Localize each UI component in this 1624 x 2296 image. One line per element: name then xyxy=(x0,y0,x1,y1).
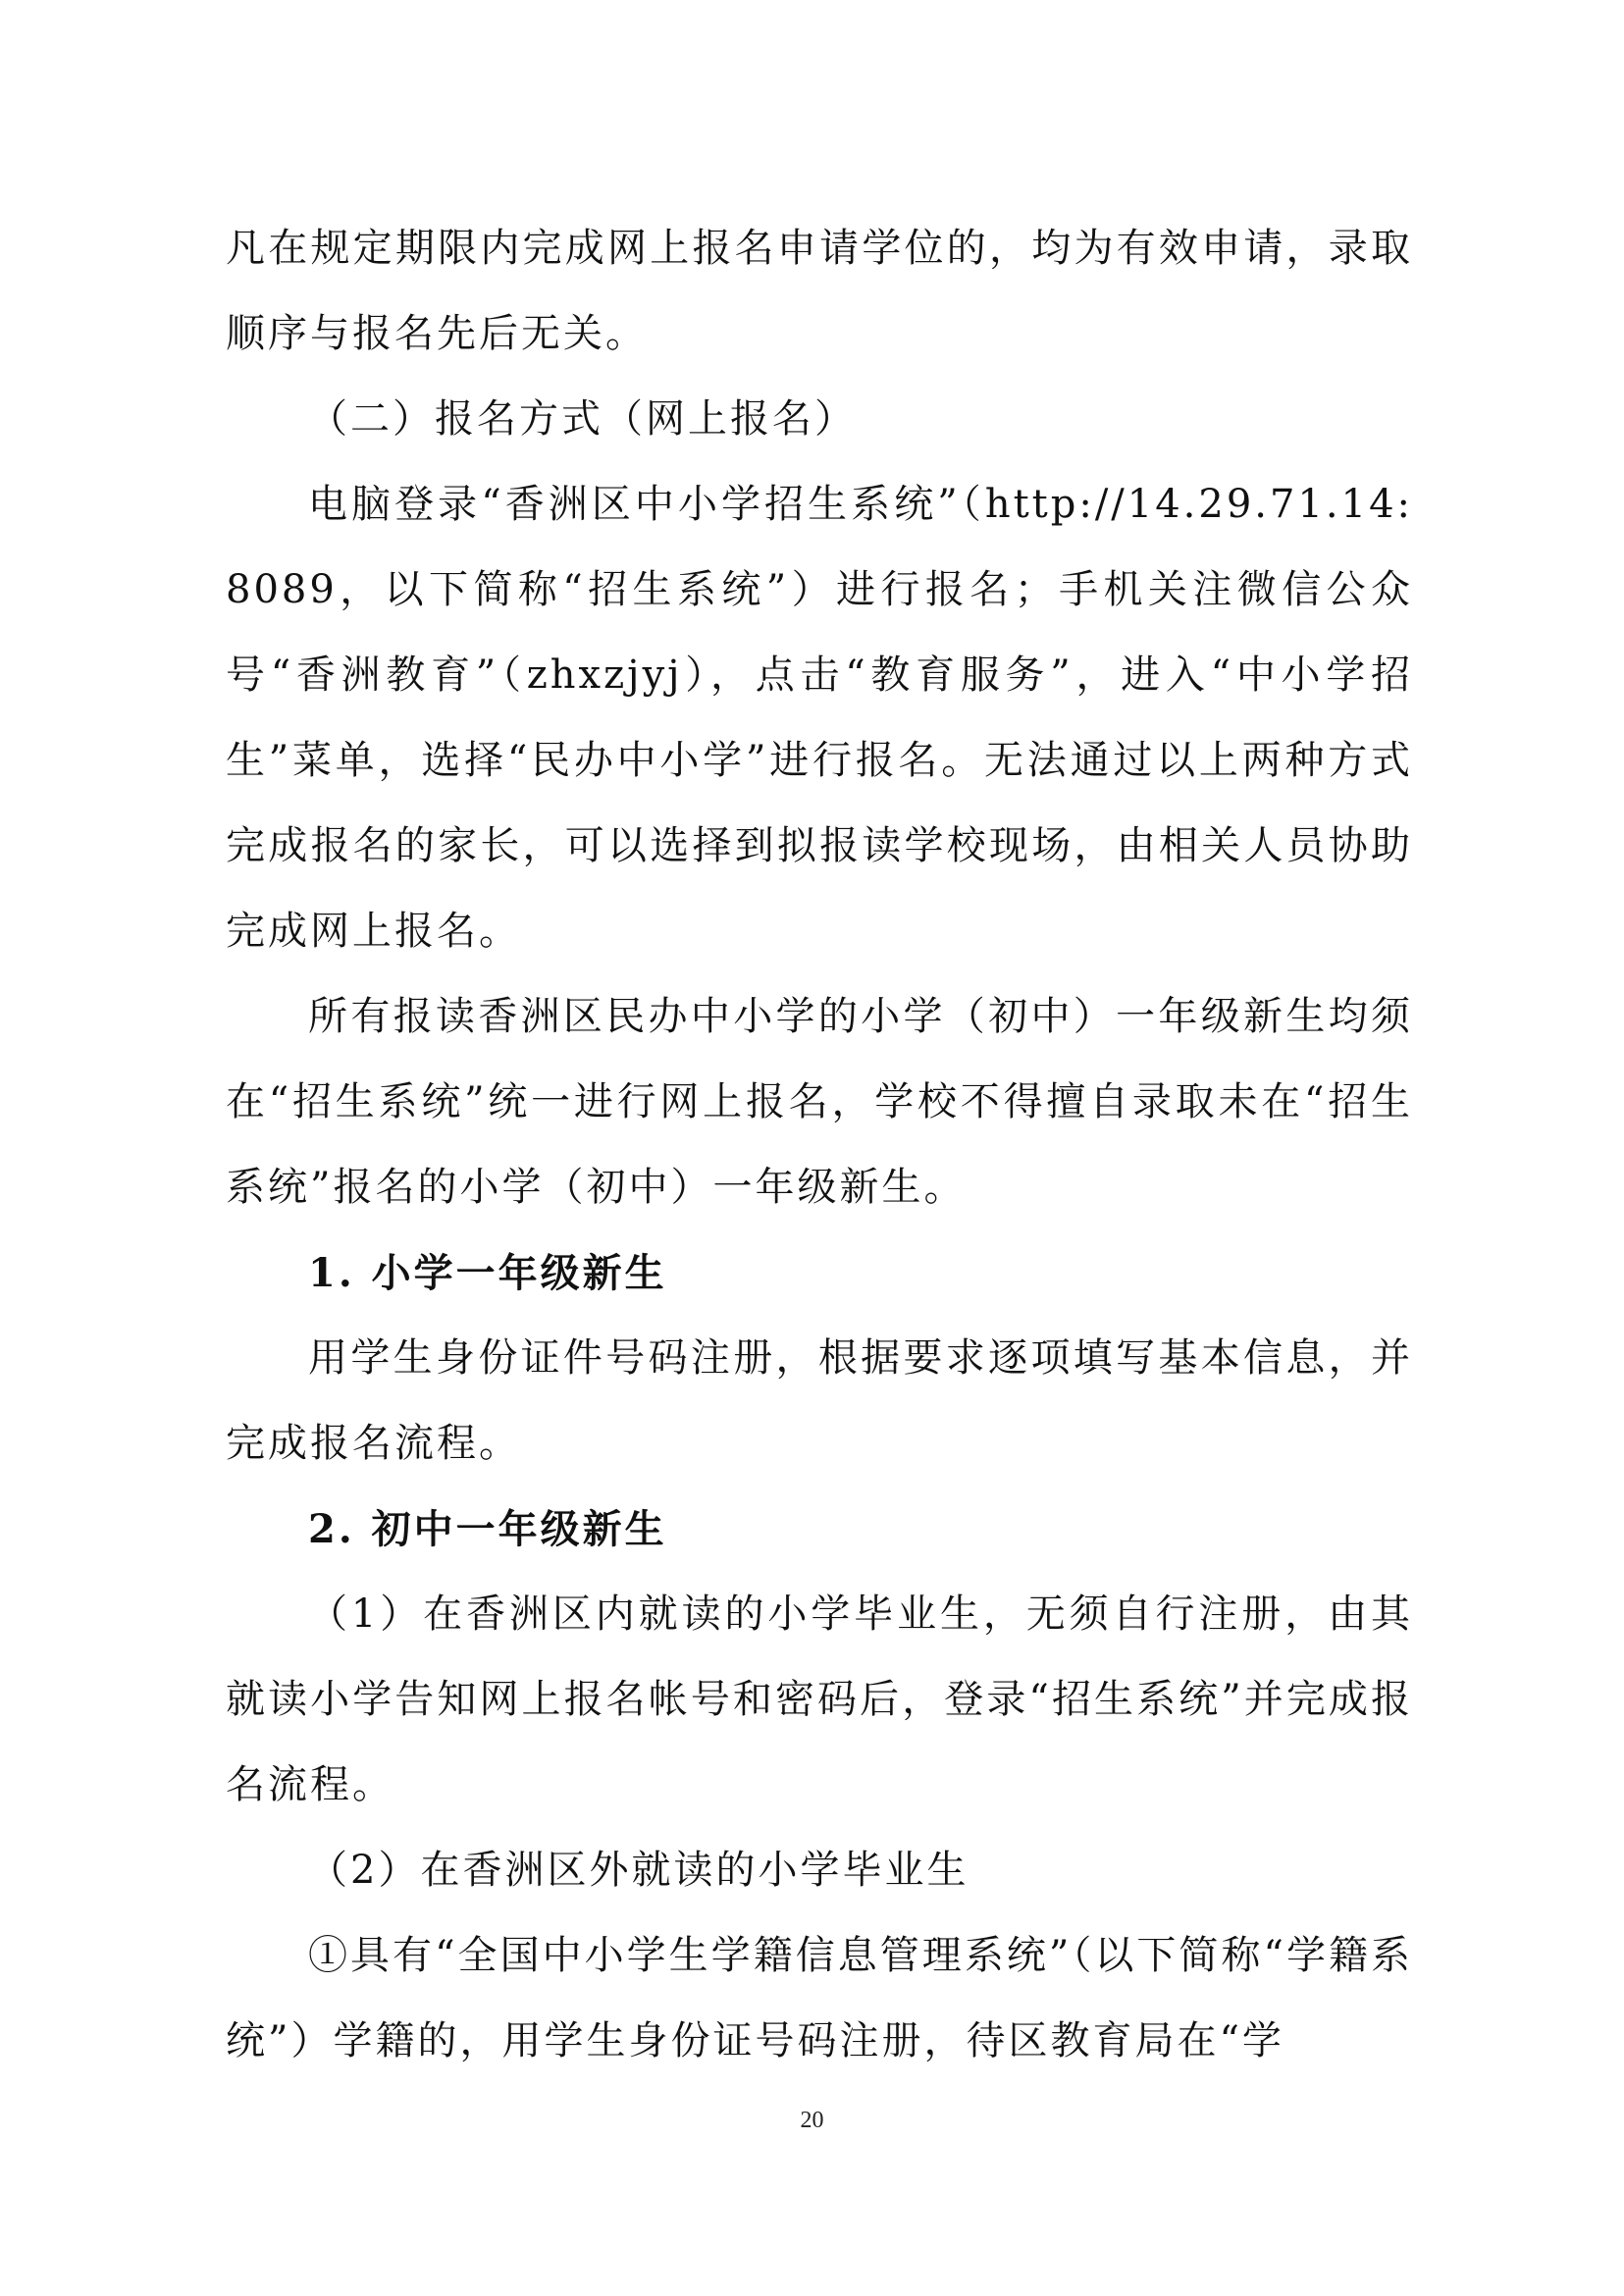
paragraph-in-district-graduates: （1）在香洲区内就读的小学毕业生，无须自行注册，由其就读小学告知网上报名帐号和密码后，登录“招生系统”并完成报名流程。 xyxy=(226,1592,1413,1807)
paragraph-unified-registration: 所有报读香洲区民办中小学的小学（初中）一年级新生均须在“招生系统”统一进行网上报名，学校不得擅自录取未在“招生系统”报名的小学（初中）一年级新生。 xyxy=(226,994,1413,1210)
document-body xyxy=(226,206,1413,2084)
page-number: 20 xyxy=(800,2108,824,2133)
heading-primary-grade-one: 1. 小学一年级新生 xyxy=(308,1250,667,1296)
paragraph-application-validity: 凡在规定期限内完成网上报名申请学位的，均为有效申请，录取顺序与报名先后无关。 xyxy=(226,226,1413,356)
heading-junior-grade-one: 2. 初中一年级新生 xyxy=(308,1506,667,1552)
section-heading-registration-method: （二）报名方式（网上报名） xyxy=(308,396,857,442)
paragraph-registration-channels: 电脑登录“香洲区中小学招生系统”（http://14.29.71.14:8089，以下简称“招生系统”）进行报名；手机关注微信公众号“香洲教育”（zhxzjyj），点击“教育服务”，进入“中小学招生”菜单，选择“民办中小学”进行报名。无法通过以上两种方式完成报名的家长，可以选择到拟报读学校现场，由相关人员协助完成网上报名。 xyxy=(226,482,1413,954)
paragraph-student-status-system: ①具有“全国中小学生学籍信息管理系统”（以下简称“学籍系统”）学籍的，用学生身份证号码注册，待区教育局在“学 xyxy=(226,1933,1413,2063)
subheading-out-of-district-graduates: （2）在香洲区外就读的小学毕业生 xyxy=(308,1848,969,1893)
paragraph-primary-registration: 用学生身份证件号码注册，根据要求逐项填写基本信息，并完成报名流程。 xyxy=(226,1335,1413,1466)
